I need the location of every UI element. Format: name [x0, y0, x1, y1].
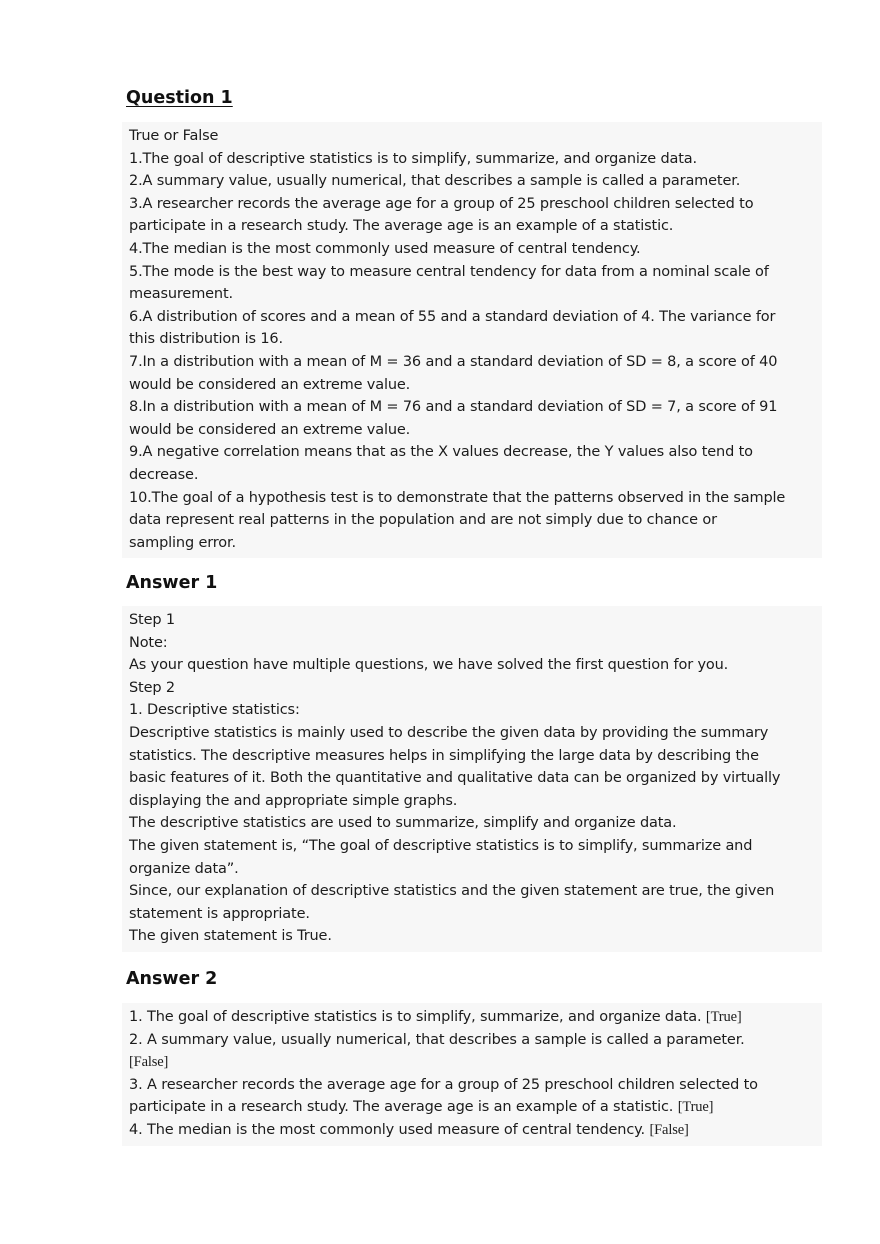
- question-1-line: this distribution is 16.: [129, 331, 283, 348]
- answer-1-line: Descriptive statistics is mainly used to describe the given data by providing the summary: [129, 724, 769, 741]
- question-1-line: True or False: [129, 128, 219, 144]
- answer-2-verdict: [True]: [677, 1099, 714, 1116]
- answer-1-line: Since, our explanation of descriptive statistics and the given statement are true, the given: [129, 883, 775, 900]
- answer-2-statement: participate in a research study. The average age is an example of a statistic.: [129, 1099, 678, 1116]
- answer-2-statement: 4. The median is the most commonly used measure of central tendency.: [129, 1121, 650, 1138]
- question-1-line: measurement.: [129, 286, 233, 303]
- question-1-line: would be considered an extreme value.: [129, 421, 411, 438]
- question-1-block: [122, 122, 822, 558]
- answer-2-line: [129, 1074, 822, 1097]
- question-1-line: 2.A summary value, usually numerical, that describes a sample is called a parameter.: [129, 173, 741, 190]
- answer-1-line: 1. Descriptive statistics:: [129, 702, 300, 719]
- answer-2-line: [129, 1096, 822, 1119]
- question-1-heading: Question 1: [126, 88, 233, 108]
- answer-2-verdict: [True]: [705, 1009, 742, 1025]
- question-1-line: data represent real patterns in the population and are not simply due to chance or: [129, 512, 717, 529]
- answer-2-line: [129, 1051, 822, 1074]
- answer-1-line: organize data”.: [129, 860, 239, 877]
- answer-2-statement: 3. A researcher records the average age for a group of 25 preschool children selected to: [129, 1076, 758, 1093]
- answer-1-line: statement is appropriate.: [129, 905, 310, 922]
- answer-1-line: As your question have multiple questions, we have solved the first question for you.: [129, 657, 729, 674]
- answer-2-statement: 2. A summary value, usually numerical, that describes a sample is called a parameter.: [129, 1031, 745, 1048]
- answer-1-line: basic features of it. Both the quantitative and qualitative data can be organized by virtually: [129, 770, 781, 787]
- question-1-line: 9.A negative correlation means that as the X values decrease, the Y values also tend to: [129, 444, 753, 461]
- question-1-line: 3.A researcher records the average age for a group of 25 preschool children selected to: [129, 195, 754, 212]
- answer-1-line: The descriptive statistics are used to summarize, simplify and organize data.: [129, 815, 677, 832]
- answer-1-line: Step 1: [129, 612, 175, 628]
- answer-1-line: statistics. The descriptive measures helps in simplifying the large data by describing the: [129, 747, 759, 764]
- question-1-line: 6.A distribution of scores and a mean of 55 and a standard deviation of 4. The variance for: [129, 308, 776, 325]
- answer-2-verdict: [False]: [649, 1121, 689, 1138]
- question-1-line: 8.In a distribution with a mean of M = 76 and a standard deviation of SD = 7, a score of 91: [129, 399, 778, 416]
- answer-2-heading: Answer 2: [126, 969, 218, 989]
- answer-2-block: [122, 1003, 822, 1146]
- answer-2-line: [129, 1029, 822, 1052]
- answer-2-line: [129, 1006, 822, 1029]
- question-1-line: would be considered an extreme value.: [129, 376, 411, 393]
- answer-1-line: displaying the and appropriate simple graphs.: [129, 792, 458, 809]
- answer-2-verdict: [False]: [129, 1054, 169, 1071]
- question-1-line: participate in a research study. The average age is an example of a statistic.: [129, 218, 674, 235]
- answer-1-line: The given statement is, “The goal of descriptive statistics is to simplify, summarize and: [129, 837, 753, 854]
- answer-2-line: [129, 1119, 822, 1142]
- answer-1-line: Step 2: [129, 679, 175, 696]
- answer-2-statement: 1. The goal of descriptive statistics is to simplify, summarize, and organize data.: [129, 1009, 706, 1025]
- answer-1-heading: Answer 1: [126, 573, 218, 593]
- question-1-line: 7.In a distribution with a mean of M = 36 and a standard deviation of SD = 8, a score of 40: [129, 353, 778, 370]
- answer-1-line: The given statement is True.: [129, 928, 332, 945]
- answer-1-line: Note:: [129, 634, 168, 651]
- question-1-line: decrease.: [129, 466, 199, 483]
- question-1-line: 5.The mode is the best way to measure central tendency for data from a nominal scale of: [129, 263, 769, 280]
- question-1-line: sampling error.: [129, 534, 236, 551]
- question-1-line: 10.The goal of a hypothesis test is to demonstrate that the patterns observed in the sample: [129, 489, 786, 506]
- answer-1-block: [122, 606, 822, 952]
- question-1-line: 1.The goal of descriptive statistics is to simplify, summarize, and organize data.: [129, 150, 697, 167]
- question-1-line: 4.The median is the most commonly used measure of central tendency.: [129, 240, 641, 257]
